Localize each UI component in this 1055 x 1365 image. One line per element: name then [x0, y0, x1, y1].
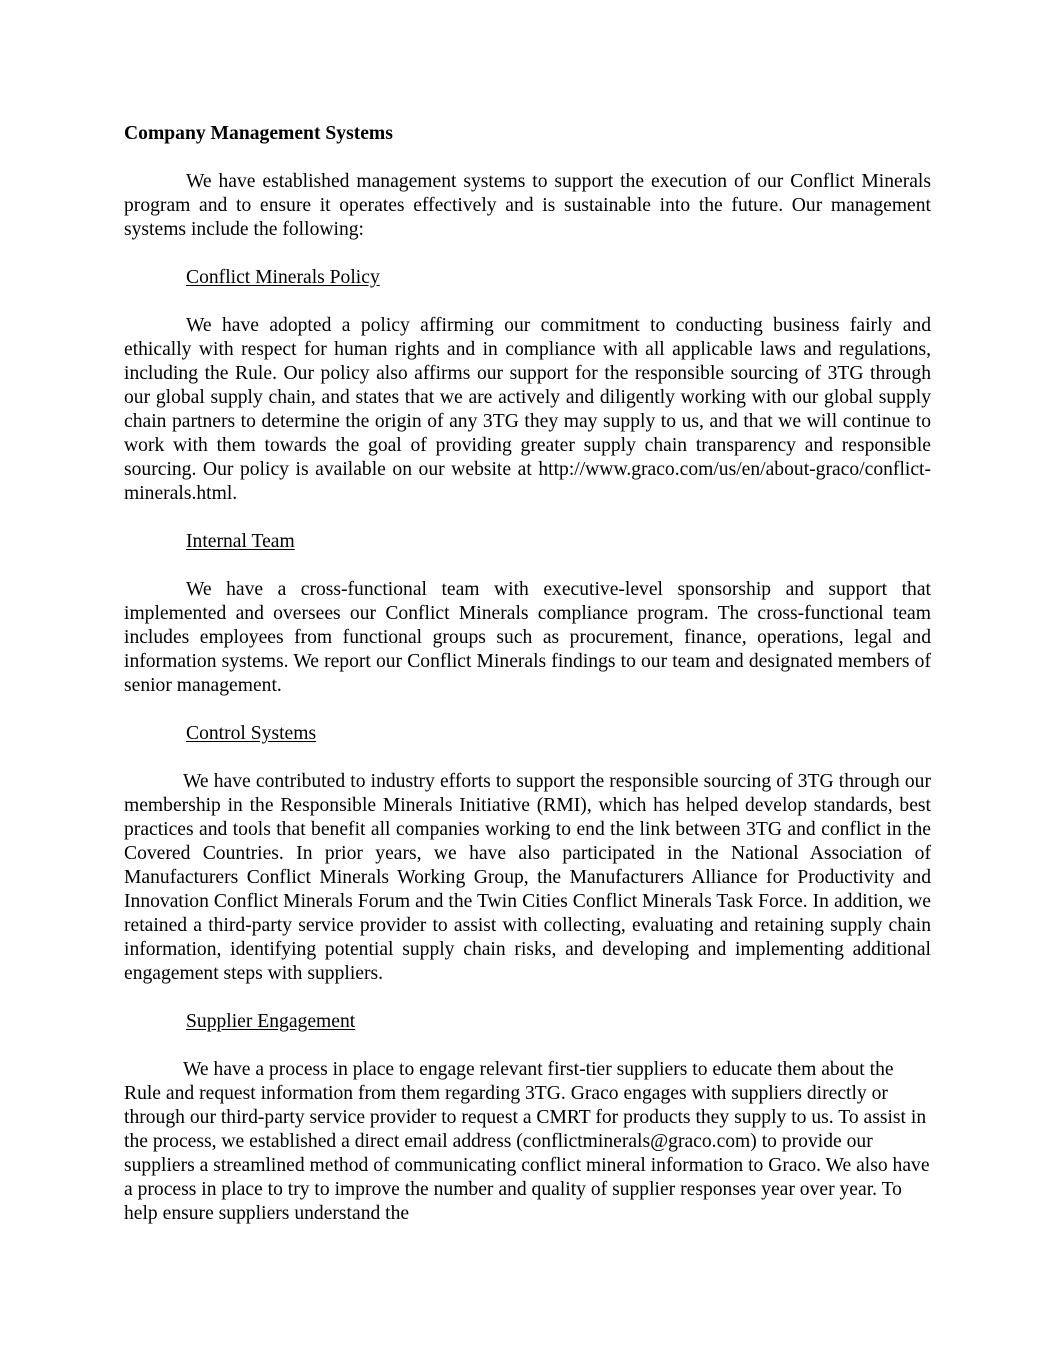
intro-paragraph: We have established management systems to support the execution of our Conflict Minerals program and to ensure it operates effectively and is sustainable into the future. Our management systems include the following: [124, 171, 931, 240]
section-heading-supplier-engagement: Supplier Engagement [186, 1011, 356, 1032]
section-heading-internal-team: Internal Team [186, 531, 295, 552]
section-body-internal-team: We have a cross-functional team with executive-level sponsorship and support that implemented and oversees our Conflict Minerals compliance program. The cross-functional team includes employees from functional groups such as procurement, finance, operations, legal and information systems. We report our Conflict Minerals findings to our team and designated members of senior management. [124, 579, 931, 696]
page-title: Company Management Systems [124, 123, 393, 144]
section-heading-policy: Conflict Minerals Policy [186, 267, 380, 288]
section-body-supplier-engagement: We have a process in place to engage relevant first-tier suppliers to educate them about the Rule and request information from them regarding 3TG. Graco engages with suppliers directly or through our third-party service provider to request a CMRT for products they supply to us. To assist in the process, we established a direct email address (conflictminerals@graco.com) to provide our suppliers a streamlined method of communicating conflict mineral information to Graco. We also have a process in place to try to improve the number and quality of supplier responses year over year. To help ensure suppliers understand the [124, 1059, 930, 1224]
section-body-policy: We have adopted a policy affirming our commitment to conducting business fairly and ethically with respect for human rights and in compliance with all applicable laws and regulations, including the Rule. Our policy also affirms our support for the responsible sourcing of 3TG through our global supply chain, and states that we are actively and diligently working with our global supply chain partners to determine the origin of any 3TG they may supply to us, and that we will continue to work with them towards the goal of providing greater supply chain transparency and responsible sourcing. Our policy is available on our website at http://www.graco.com/us/en/about-graco/conflict-minerals.html. [124, 315, 931, 504]
document-page [124, 122, 931, 1250]
section-body-control-systems: We have contributed to industry efforts to support the responsible sourcing of 3TG through our membership in the Responsible Minerals Initiative (RMI), which has helped develop standards, best practices and tools that benefit all companies working to end the link between 3TG and conflict in the Covered Countries. In prior years, we have also participated in the National Association of Manufacturers Conflict Minerals Working Group, the Manufacturers Alliance for Productivity and Innovation Conflict Minerals Forum and the Twin Cities Conflict Minerals Task Force. In addition, we retained a third-party service provider to assist with collecting, evaluating and retaining supply chain information, identifying potential supply chain risks, and developing and implementing additional engagement steps with suppliers. [124, 771, 931, 984]
section-heading-control-systems: Control Systems [186, 723, 317, 744]
